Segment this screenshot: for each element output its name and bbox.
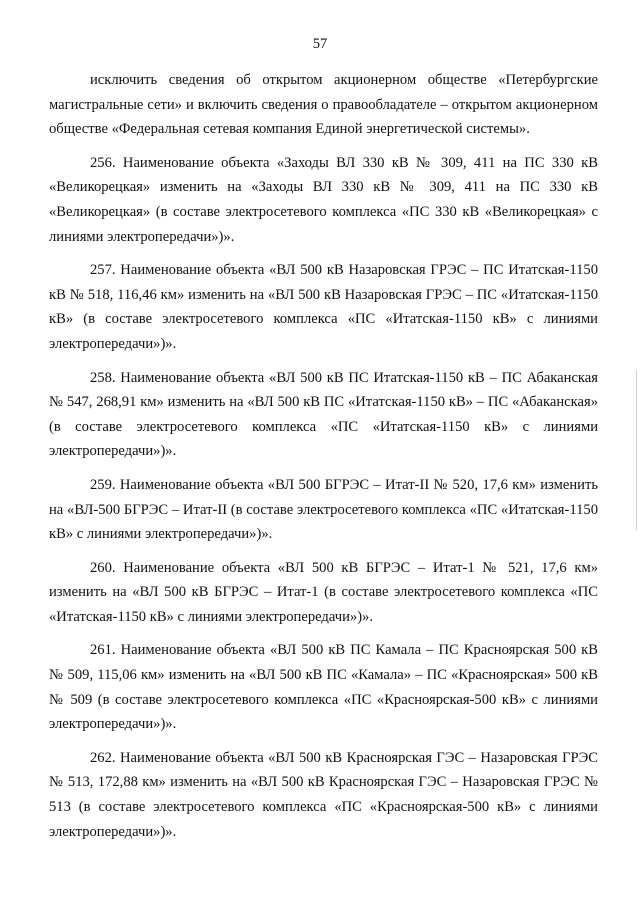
paragraph-item-259: 259. Наименование объекта «ВЛ 500 БГРЭС – Итат-II № 520, 17,6 км» изменить на «ВЛ-500 БГРЭС – Итат-II (в составе электросетевого комплекса «ПС «Итатская-1150 кВ» с линиями электропередачи»)».	[49, 476, 598, 543]
document-body	[49, 68, 598, 853]
paragraph-item-260: 260. Наименование объекта «ВЛ 500 кВ БГРЭС – Итат-1 № 521, 17,6 км» изменить на «ВЛ 500 кВ БГРЭС – Итат-1 (в составе электросетевого комплекса «ПС «Итатская-1150 кВ» с линиями электропередачи»)».	[49, 559, 598, 625]
paragraph-item-257: 257. Наименование объекта «ВЛ 500 кВ Назаровская ГРЭС – ПС Итатская-1150 кВ № 518, 116,46 км» изменить на «ВЛ 500 кВ Назаровская ГРЭС – ПС «Итатская-1150 кВ» (в составе электросетевого комплекса «ПС «Итатская-1150 кВ» с линиями электропередачи»)».	[49, 262, 598, 352]
paragraph-continuation: исключить сведения об открытом акционерном обществе «Петербургские магистральные сети» и включить сведения о правообладателе – открытом акционерном обществе «Федеральная сетевая компания Единой энергетической системы».	[49, 72, 598, 138]
paragraph-item-262: 262. Наименование объекта «ВЛ 500 кВ Красноярская ГЭС – Назаровская ГРЭС № 513, 172,88 км» изменить на «ВЛ 500 кВ Красноярская ГЭС – Назаровская ГРЭС № 513 (в составе электросетевого комплекса «ПС «Красноярская-500 кВ» с линиями электропередачи»)».	[49, 749, 598, 840]
page-number: 57	[312, 36, 328, 52]
paragraph-item-261: 261. Наименование объекта «ВЛ 500 кВ ПС Камала – ПС Красноярская 500 кВ № 509, 115,06 км» изменить на «ВЛ 500 кВ ПС «Камала» – ПС «Красноярская» 500 кВ № 509 (в составе электросетевого комплекса «ПС «Красноярская-500 кВ» с линиями электропередачи»)».	[49, 642, 598, 733]
scan-edge-mark	[636, 370, 637, 530]
paragraph-item-258: 258. Наименование объекта «ВЛ 500 кВ ПС Итатская-1150 кВ – ПС Абаканская № 547, 268,91 км» изменить на «ВЛ 500 кВ ПС «Итатская-1150 кВ» – ПС «Абаканская» (в составе электросетевого комплекса «ПС «Итатская-1150 кВ» с линиями электропередачи»)».	[49, 369, 598, 460]
paragraph-item-256: 256. Наименование объекта «Заходы ВЛ 330 кВ № 309, 411 на ПС 330 кВ «Великорецкая» изменить на «Заходы ВЛ 330 кВ № 309, 411 на ПС 330 кВ «Великорецкая» (в составе электросетевого комплекса «ПС 330 кВ «Великорецкая» с линиями электропередачи»)».	[49, 154, 598, 245]
